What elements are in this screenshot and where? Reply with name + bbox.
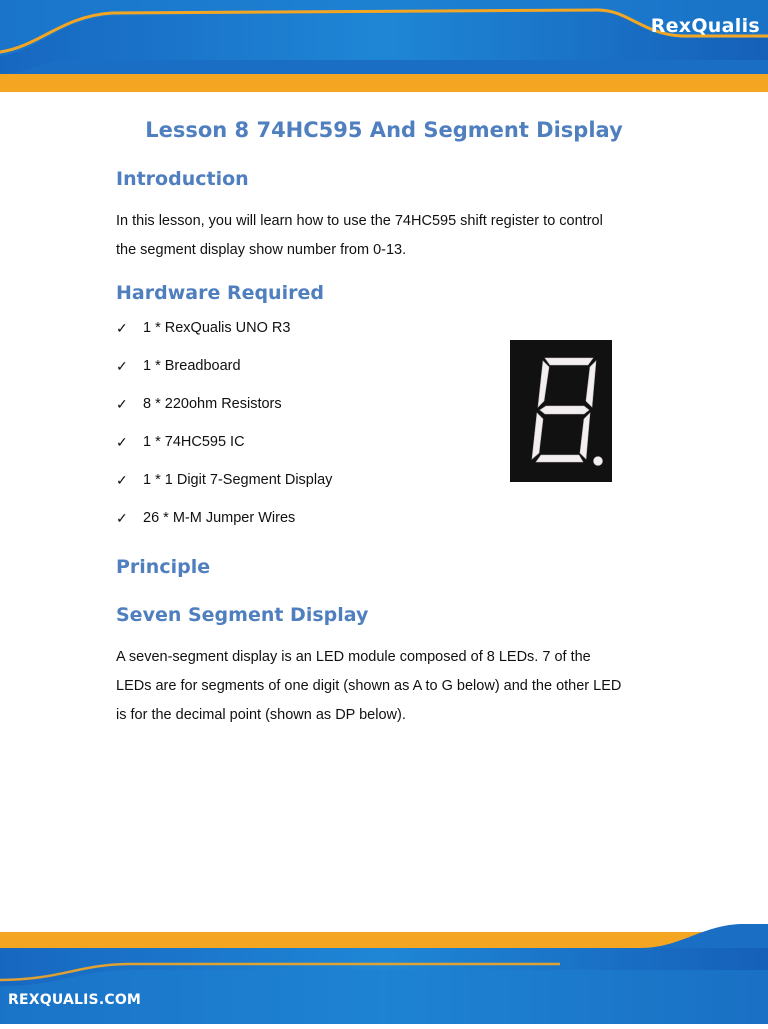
list-item: ✓ 1 * 74HC595 IC xyxy=(116,434,245,450)
introduction-line: In this lesson, you will learn how to use the 74HC595 shift register to control xyxy=(116,213,603,229)
seven-segment-paragraph xyxy=(116,643,656,730)
check-icon: ✓ xyxy=(116,472,128,488)
list-item: ✓ 1 * RexQualis UNO R3 xyxy=(116,320,291,336)
seven-segment-line: is for the decimal point (shown as DP below). xyxy=(116,707,406,723)
list-item: ✓ 26 * M-M Jumper Wires xyxy=(116,510,296,526)
check-icon: ✓ xyxy=(116,510,128,526)
lesson-title: Lesson 8 74HC595 And Segment Display xyxy=(145,118,623,142)
principle-heading: Principle xyxy=(116,556,211,578)
header-banner xyxy=(0,0,768,102)
seven-segment-heading: Seven Segment Display xyxy=(116,604,369,626)
hardware-heading: Hardware Required xyxy=(116,282,324,304)
footer-banner xyxy=(0,924,768,1024)
hardware-list xyxy=(116,320,332,548)
seven-segment-line: LEDs are for segments of one digit (shown as A to G below) and the other LED xyxy=(116,678,622,694)
footer-background xyxy=(0,924,768,1024)
list-item: ✓ 8 * 220ohm Resistors xyxy=(116,396,282,412)
introduction-line: the segment display show number from 0-13. xyxy=(116,242,407,258)
seven-segment-line: A seven-segment display is an LED module composed of 8 LEDs. 7 of the xyxy=(116,649,591,665)
list-item: ✓ 1 * Breadboard xyxy=(116,358,241,374)
seven-segment-display-image xyxy=(510,340,612,482)
check-icon: ✓ xyxy=(116,358,128,374)
website-link[interactable]: REXQUALIS.COM xyxy=(8,992,142,1008)
check-icon: ✓ xyxy=(116,320,128,336)
check-icon: ✓ xyxy=(116,434,128,450)
introduction-heading: Introduction xyxy=(116,168,249,190)
brand-logo: RexQualis xyxy=(650,15,760,37)
check-icon: ✓ xyxy=(116,396,128,412)
list-item: ✓ 1 * 1 Digit 7-Segment Display xyxy=(116,472,333,488)
introduction-paragraph xyxy=(116,207,656,265)
